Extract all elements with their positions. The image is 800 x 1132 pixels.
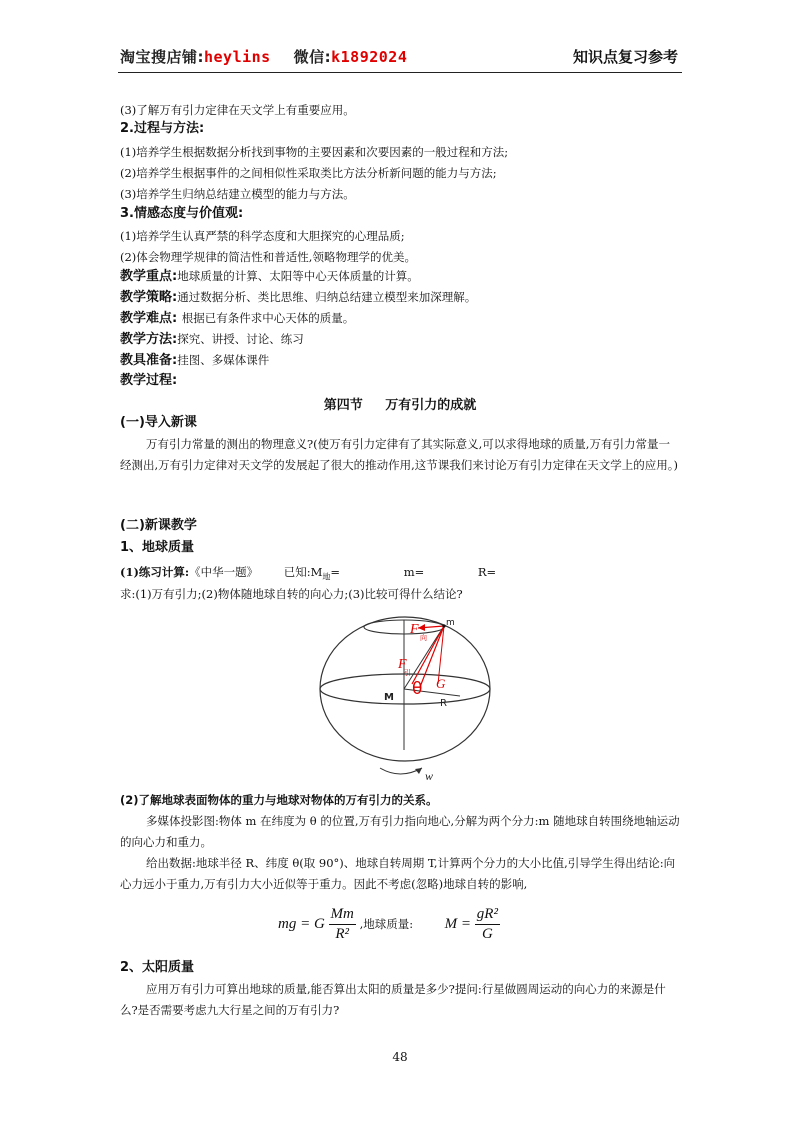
method-row (120, 331, 304, 348)
tools-text: 挂图、多媒体课件 (177, 353, 270, 367)
sun-text: 应用万有引力可算出地球的质量,能否算出太阳的质量是多少?提问:行星做圆周运动的向心力的来源是什么?是否需要考虑九大行星之间的万有引力? (120, 982, 666, 1017)
gravity-paragraph-1 (120, 811, 680, 853)
exercise-question: 求:(1)万有引力;(2)物体随地球自转的向心力;(3)比较可得什么结论? (120, 587, 463, 601)
process-item-3: (3)培养学生归纳总结建立模型的能力与方法。 (120, 187, 355, 201)
gravity-text-2: 给出数据:地球半径 R、纬度 θ(取 90°)、地球自转周期 T,计算两个分力的大小比值,引导学生得出结论:向心力远小于重力,万有引力大小近似等于重力。因此不考虑(忽略)地球自转的影响, (120, 856, 676, 891)
page-header-right: 知识点复习参考 (572, 48, 678, 66)
exercise-row (120, 564, 496, 585)
label-r: R (440, 698, 447, 709)
newlesson-title: (二)新课教学 (120, 518, 197, 533)
difficulty-row (120, 310, 354, 327)
method-text: 探究、讲授、讨论、练习 (177, 332, 304, 346)
page-header-left (120, 46, 407, 67)
tools-row (120, 352, 269, 369)
eq1-fraction (329, 905, 356, 944)
process-item-2: (2)培养学生根据事件的之间相似性采取类比方法分析新问题的能力与方法; (120, 166, 497, 180)
exercise-label: (1)练习计算: (120, 565, 190, 579)
emotion-item-2: (2)体会物理学规律的简洁性和普适性,领略物理学的优美。 (120, 250, 416, 264)
shop-name: heylins (204, 48, 271, 66)
given-mass: 已知:M (283, 565, 323, 579)
sun-mass-title: 2、太阳质量 (120, 960, 195, 975)
wechat-id: k1892024 (331, 48, 408, 66)
tools-label: 教具准备: (120, 353, 178, 368)
earth-mass-title: 1、地球质量 (120, 540, 195, 555)
focus-text: 地球质量的计算、太阳等中心天体质量的计算。 (177, 269, 419, 283)
eq1-num: Mm (329, 905, 356, 925)
given-m: m= (403, 565, 425, 579)
equation-row (278, 905, 500, 944)
strategy-row (120, 289, 476, 306)
sun-paragraph (120, 979, 680, 1021)
eq2-fraction (475, 905, 500, 944)
gravity-title: (2)了解地球表面物体的重力与地球对物体的万有引力的关系。 (120, 793, 438, 807)
process-label: 教学过程: (120, 373, 178, 388)
section-title: 第四节 万有引力的成就 (323, 398, 477, 413)
gravity-text-1: 多媒体投影图:物体 m 在纬度为 θ 的位置,万有引力指向地心,分解为两个分力:m 随地球自转围绕地轴运动的向心力和重力。 (120, 814, 680, 849)
header-divider (118, 72, 682, 73)
eq-mid-text: ,地球质量: (359, 916, 414, 931)
eq2-num: gR² (475, 905, 500, 925)
given-r: R= (477, 565, 497, 579)
wechat-label: 微信: (293, 48, 332, 66)
exercise-source: 《中华一题》 (189, 565, 259, 579)
label-m-center: M (384, 692, 394, 703)
arrowhead-centripetal (418, 624, 425, 631)
label-f-top-sub: 向 (420, 634, 427, 642)
label-m-small: m (446, 618, 455, 628)
label-f-top: F (410, 622, 419, 637)
label-theta: θ (412, 679, 423, 699)
intro-paragraph (120, 434, 680, 476)
eq1-den: R² (335, 926, 350, 942)
eq2-lhs: M = (444, 915, 472, 932)
emotion-item-1: (1)培养学生认真严禁的科学态度和大胆探究的心理品质; (120, 229, 405, 243)
eq1-lhs: mg = G (278, 915, 325, 932)
page-number: 48 (392, 1050, 408, 1064)
label-g: G (436, 676, 446, 691)
gravity-paragraph-2 (120, 853, 680, 895)
shop-label: 淘宝搜店铺: (120, 48, 204, 66)
eq2-den: G (481, 926, 493, 942)
intro-title: (一)导入新课 (120, 415, 197, 430)
difficulty-text: 根据已有条件求中心天体的质量。 (181, 311, 355, 325)
method-label: 教学方法: (120, 332, 178, 347)
knowledge-item-3: (3)了解万有引力定律在天文学上有重要应用。 (120, 103, 355, 117)
label-f-mid: F (398, 657, 407, 672)
strategy-label: 教学策略: (120, 290, 178, 305)
emotion-title: 3.情感态度与价值观: (120, 206, 244, 221)
intro-text: 万有引力常量的测出的物理意义?(使万有引力定律有了其实际意义,可以求得地球的质量,万有引力常量一经测出,万有引力定律对天文学的发展起了很大的推动作用,这节课我们来讨论万有引力定律在天文学上的应用。) (120, 437, 679, 472)
process-title: 2.过程与方法: (120, 121, 205, 136)
difficulty-label: 教学难点: (120, 311, 178, 326)
label-w: w (425, 769, 434, 783)
given-mass-eq: = (330, 565, 341, 579)
focus-label: 教学重点: (120, 269, 178, 284)
earth-force-diagram (300, 608, 500, 786)
given-mass-sub: 地 (322, 572, 331, 582)
focus-row (120, 268, 419, 285)
strategy-text: 通过数据分析、类比思维、归纳总结建立模型来加深理解。 (177, 290, 477, 304)
process-item-1: (1)培养学生根据数据分析找到事物的主要因素和次要因素的一般过程和方法; (120, 145, 509, 159)
label-f-mid-sub: 引 (404, 669, 411, 677)
